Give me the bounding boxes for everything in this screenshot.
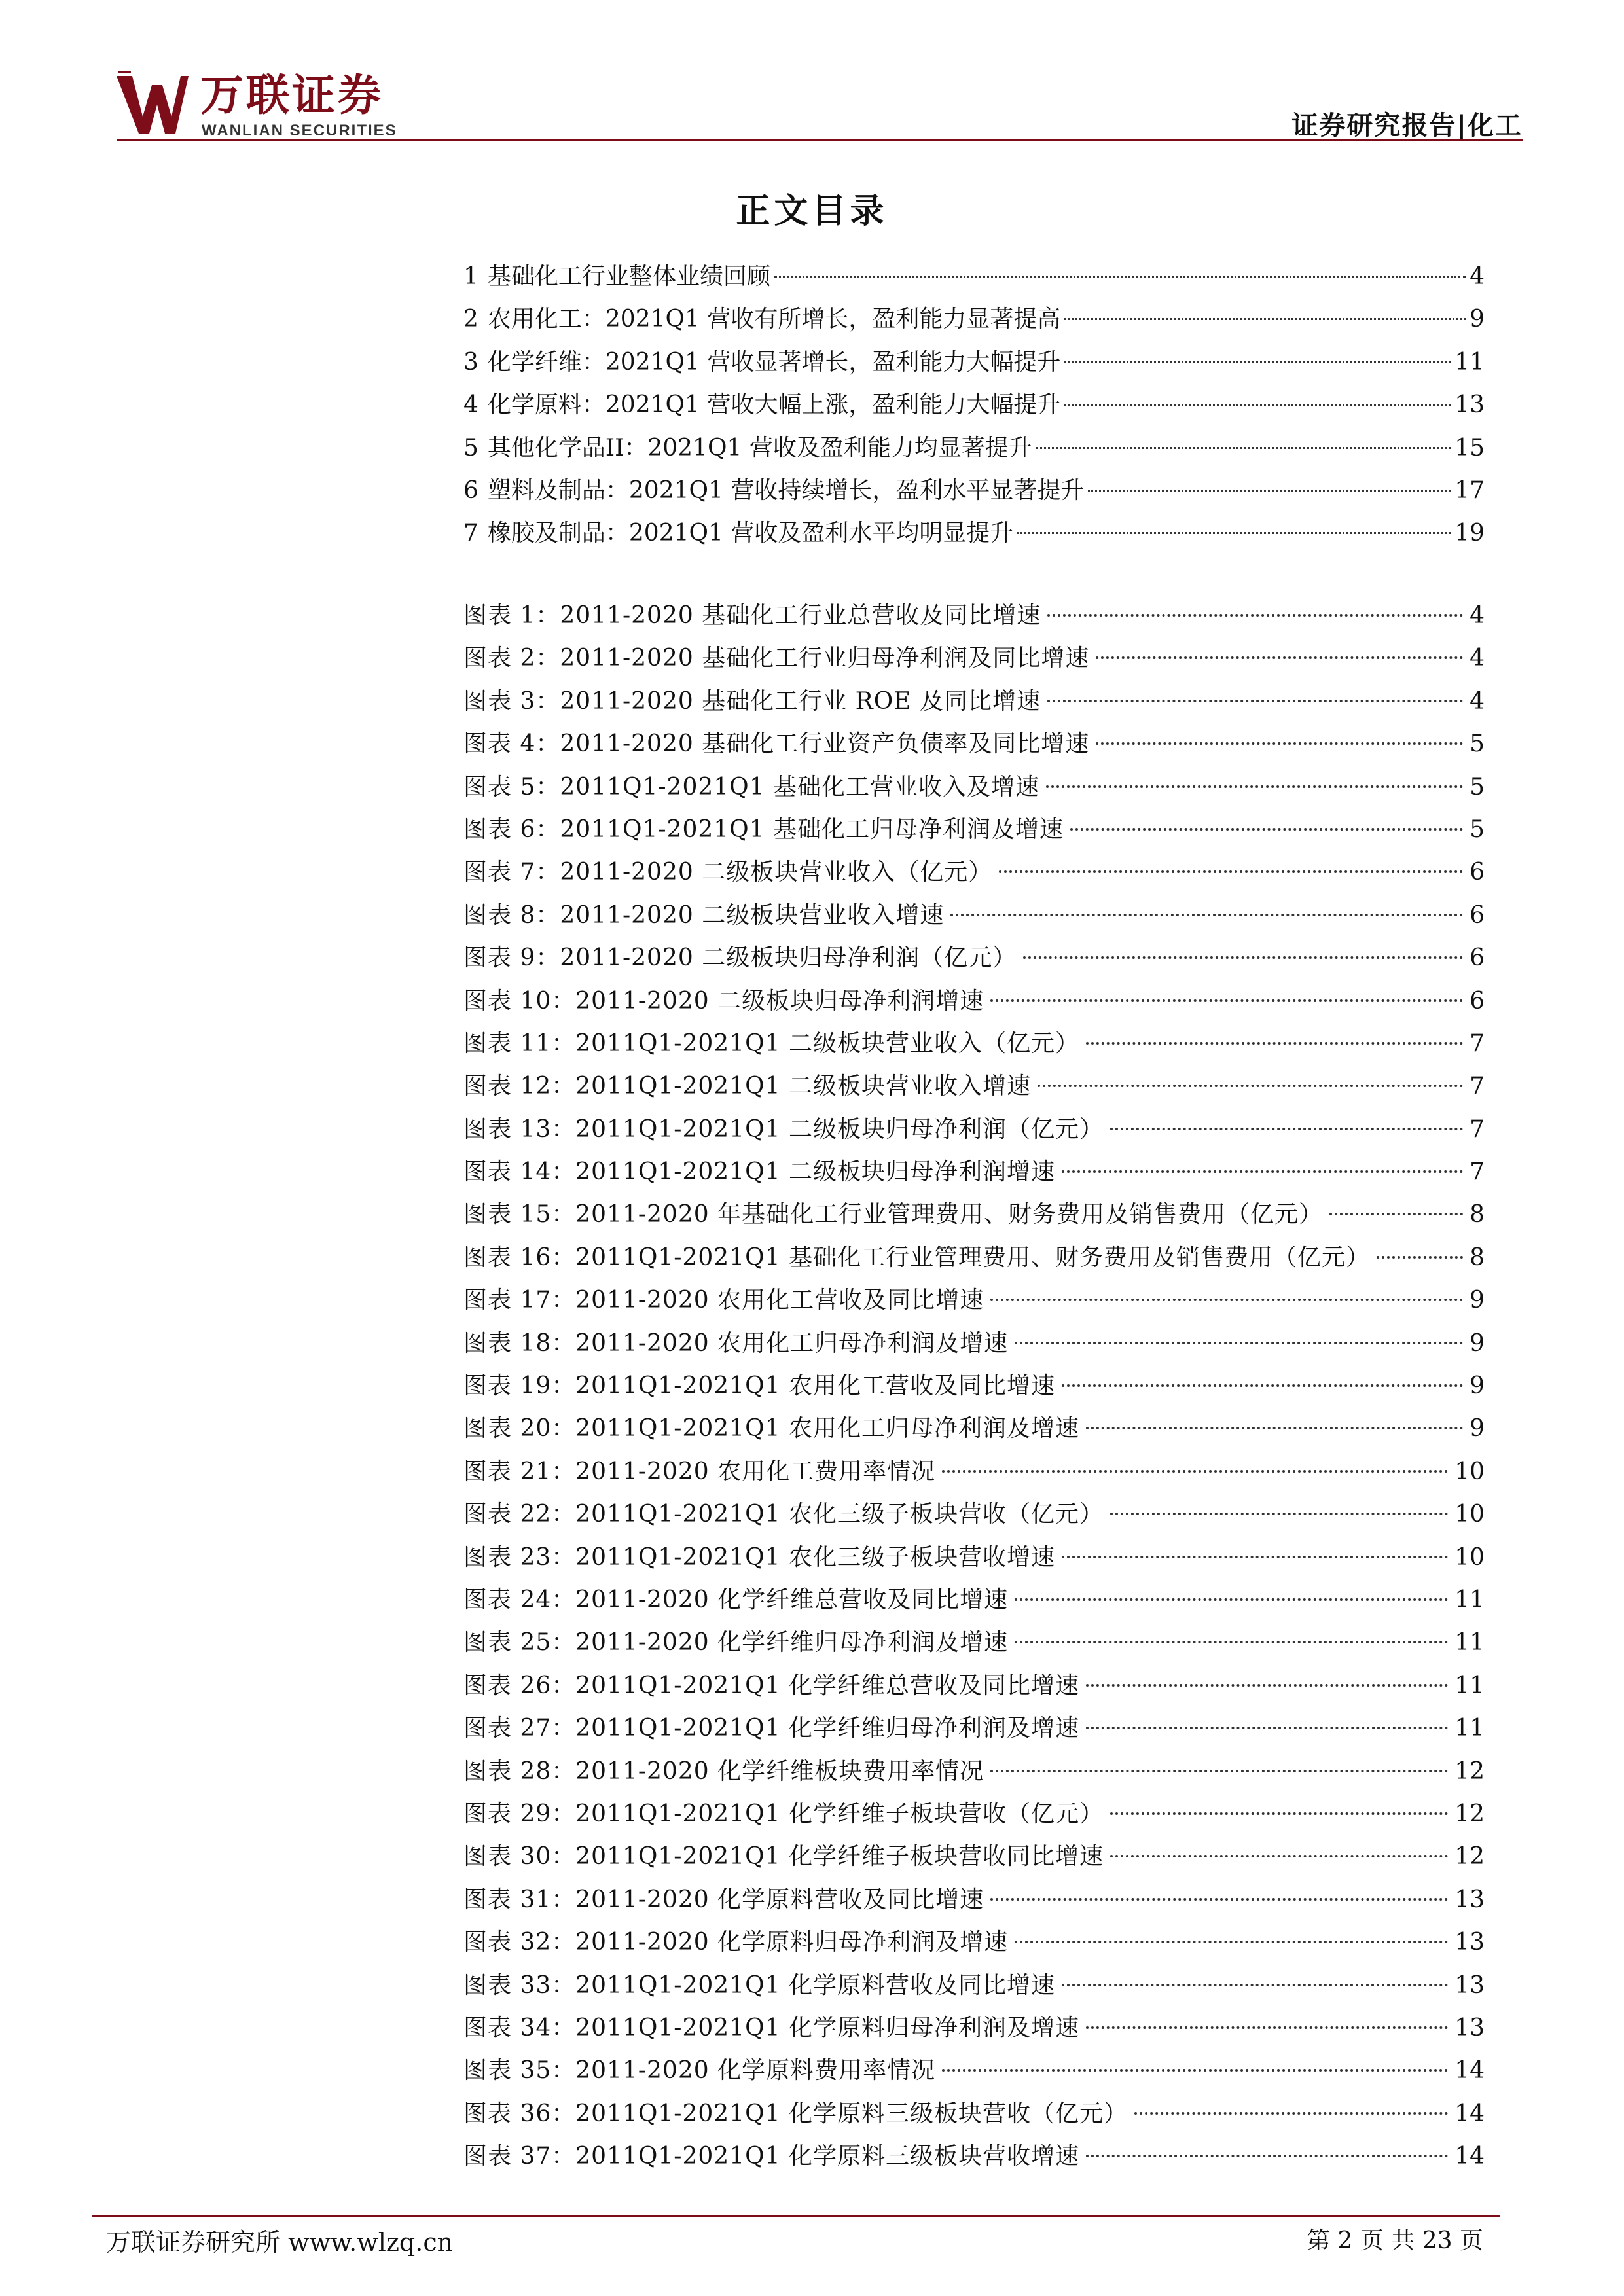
figure-entry[interactable] — [463, 680, 1485, 723]
dot-leader — [1015, 1342, 1463, 1344]
figure-entry-page: 6 — [1470, 901, 1485, 929]
figure-entry[interactable] — [463, 808, 1485, 851]
figure-entry[interactable] — [463, 1493, 1485, 1535]
dot-leader — [1110, 1812, 1448, 1815]
figure-entry-title: 2011Q1-2021Q1 化学原料归母净利润及增速 — [575, 2014, 1079, 2041]
figure-entry-page: 9 — [1470, 1372, 1485, 1400]
figure-entry-title: 2011Q1-2021Q1 化学纤维子板块营收同比增速 — [575, 1843, 1104, 1871]
figure-entry[interactable] — [463, 2135, 1485, 2178]
figure-entry-title: 2011-2020 基础化工行业归母净利润及同比增速 — [560, 645, 1090, 672]
report-type: 证券研究报告|化工 — [1291, 111, 1523, 141]
figure-entry-number: 图表 21： — [463, 1458, 576, 1485]
toc-entry-title: 塑料及制品：2021Q1 营收持续增长，盈利水平显著提升 — [487, 476, 1085, 504]
page-number: 第 2 页 共 23 页 — [1307, 2227, 1483, 2254]
toc-entry-page: 13 — [1454, 391, 1485, 419]
dot-leader — [1086, 1684, 1448, 1687]
figure-entry-title: 2011-2020 农用化工费用率情况 — [575, 1458, 936, 1485]
figure-entry-number: 图表 34： — [463, 2014, 576, 2041]
figure-entry-page: 10 — [1454, 1501, 1485, 1528]
figure-entry-number: 图表 26： — [463, 1672, 576, 1699]
dot-leader — [1134, 2112, 1448, 2115]
figure-entry-page: 10 — [1454, 1543, 1485, 1571]
figure-entry-page: 13 — [1454, 2014, 1485, 2041]
dot-leader — [1086, 2026, 1448, 2029]
header-divider — [117, 139, 1523, 141]
figure-entry[interactable] — [463, 1964, 1485, 2007]
figure-entry-number: 图表 1： — [463, 602, 560, 629]
toc-entry-page: 19 — [1454, 520, 1485, 547]
figure-entry-title: 2011Q1-2021Q1 二级板块营业收入（亿元） — [575, 1030, 1079, 1057]
figure-entry-title: 2011-2020 年基础化工行业管理费用、财务费用及销售费用（亿元） — [575, 1201, 1324, 1229]
dot-leader — [1064, 361, 1451, 363]
figure-entry[interactable] — [463, 1365, 1485, 1407]
figure-entry-number: 图表 8： — [463, 901, 560, 929]
figure-entry-page: 10 — [1454, 1458, 1485, 1485]
figure-entry[interactable] — [463, 2049, 1485, 2092]
figure-entry-page: 14 — [1454, 2100, 1485, 2127]
figure-entry-number: 图表 29： — [463, 1800, 576, 1827]
figure-entry[interactable] — [463, 1621, 1485, 1664]
figure-entry-page: 14 — [1454, 2057, 1485, 2085]
toc-entry-number: 6 — [463, 476, 478, 504]
company-logo — [117, 71, 431, 143]
figure-entry-title: 2011-2020 基础化工行业总营收及同比增速 — [560, 602, 1041, 629]
toc-entry-title: 橡胶及制品：2021Q1 营收及盈利水平均明显提升 — [487, 520, 1014, 547]
toc-entry[interactable] — [463, 255, 1485, 298]
toc-entry-title: 化学原料：2021Q1 营收大幅上涨，盈利能力大幅提升 — [487, 391, 1061, 419]
dot-leader — [1062, 1556, 1448, 1558]
figure-entry-number: 图表 12： — [463, 1073, 576, 1100]
figure-entry-number: 图表 4： — [463, 730, 560, 758]
dot-leader — [950, 914, 1463, 916]
dot-leader — [1015, 1641, 1448, 1643]
figure-entry-title: 2011-2020 基础化工行业 ROE 及同比增速 — [560, 687, 1041, 715]
figure-entry-number: 图表 23： — [463, 1543, 576, 1571]
dot-leader — [999, 870, 1463, 873]
figure-entry-title: 2011-2020 化学原料营收及同比增速 — [575, 1886, 984, 1913]
toc-entry[interactable] — [463, 298, 1485, 340]
toc-entry-number: 2 — [463, 306, 478, 333]
figure-entry-title: 2011Q1-2021Q1 二级板块营业收入增速 — [575, 1073, 1031, 1100]
figure-entry-title: 2011Q1-2021Q1 农用化工营收及同比增速 — [575, 1372, 1055, 1400]
figure-entry-number: 图表 6： — [463, 816, 560, 843]
figure-entry-number: 图表 20： — [463, 1415, 576, 1443]
toc-entry-title: 农用化工：2021Q1 营收有所增长，盈利能力显著提高 — [487, 306, 1061, 333]
figure-entry[interactable] — [463, 1236, 1485, 1279]
figure-entry-title: 2011-2020 二级板块营业收入（亿元） — [560, 859, 993, 886]
footer-divider — [92, 2215, 1500, 2217]
figure-entry[interactable] — [463, 723, 1485, 765]
dot-leader — [1086, 1042, 1463, 1045]
figure-entry-page: 4 — [1470, 687, 1485, 715]
dot-leader — [1064, 318, 1466, 320]
figure-entry-page: 8 — [1470, 1244, 1485, 1271]
figure-entry-number: 图表 22： — [463, 1501, 576, 1528]
toc-entry-number: 5 — [463, 434, 478, 461]
dot-leader — [942, 1470, 1448, 1473]
dot-leader — [1036, 447, 1451, 449]
figure-entry-page: 13 — [1454, 1971, 1485, 1999]
figure-entry-title: 2011Q1-2021Q1 农用化工归母净利润及增速 — [575, 1415, 1079, 1443]
logo-text-en: WANLIAN SECURITIES — [202, 122, 397, 139]
dot-leader — [990, 1770, 1448, 1772]
figure-entry-title: 2011-2020 二级板块营业收入增速 — [560, 901, 945, 929]
figure-entry-title: 2011Q1-2021Q1 基础化工营业收入及增速 — [560, 773, 1040, 800]
toc-entry[interactable] — [463, 341, 1485, 384]
figure-entry[interactable] — [463, 1022, 1485, 1065]
figure-entry-title: 2011-2020 农用化工归母净利润及增速 — [575, 1329, 1009, 1357]
figure-entry-number: 图表 32： — [463, 1929, 576, 1956]
toc-entry-page: 9 — [1470, 306, 1485, 333]
figure-entry-title: 2011Q1-2021Q1 二级板块归母净利润（亿元） — [575, 1115, 1104, 1143]
dot-leader — [1015, 1598, 1448, 1601]
figure-entry-title: 2011Q1-2021Q1 化学纤维子板块营收（亿元） — [575, 1800, 1104, 1827]
dot-leader — [1110, 1128, 1463, 1130]
dot-leader — [990, 1299, 1463, 1301]
figure-entry-number: 图表 2： — [463, 645, 560, 672]
figure-entry-page: 11 — [1454, 1672, 1485, 1699]
dot-leader — [1110, 1855, 1448, 1857]
dot-leader — [1046, 785, 1463, 788]
dot-leader — [1377, 1256, 1463, 1259]
figure-entry[interactable] — [463, 851, 1485, 893]
figure-entry[interactable] — [463, 1450, 1485, 1493]
figure-entry-number: 图表 19： — [463, 1372, 576, 1400]
figure-entry[interactable] — [463, 1707, 1485, 1749]
figure-entry-number: 图表 27： — [463, 1715, 576, 1742]
figure-entry-number: 图表 10： — [463, 987, 576, 1014]
toc-entry-page: 17 — [1454, 476, 1485, 504]
figure-entry-page: 7 — [1470, 1158, 1485, 1186]
dot-leader — [1086, 2155, 1448, 2157]
figure-entry[interactable] — [463, 2092, 1485, 2135]
figure-entry-page: 7 — [1470, 1073, 1485, 1100]
dot-leader — [1096, 656, 1463, 659]
figure-entry-page: 4 — [1470, 645, 1485, 672]
figure-entry-title: 2011-2020 二级板块归母净利润增速 — [575, 987, 984, 1014]
figure-entry[interactable] — [463, 1664, 1485, 1707]
figure-entry-title: 2011-2020 化学纤维总营收及同比增速 — [575, 1586, 1009, 1613]
figure-entry-number: 图表 13： — [463, 1115, 576, 1143]
toc-entry-number: 4 — [463, 391, 478, 419]
dot-leader — [1086, 1427, 1463, 1429]
figure-entry[interactable] — [463, 1108, 1485, 1151]
figure-entry[interactable] — [463, 937, 1485, 979]
figure-entry-title: 2011-2020 二级板块归母净利润（亿元） — [560, 944, 1017, 972]
dot-leader — [1038, 1085, 1463, 1087]
dot-leader — [1047, 614, 1463, 617]
figure-entry-title: 2011Q1-2021Q1 化学纤维归母净利润及增速 — [575, 1715, 1079, 1742]
figure-entry-title: 2011Q1-2021Q1 基础化工行业管理费用、财务费用及销售费用（亿元） — [575, 1244, 1370, 1271]
figure-list — [463, 594, 1485, 2178]
figure-entry-title: 2011Q1-2021Q1 基础化工归母净利润及增速 — [560, 816, 1064, 843]
figure-entry-page: 12 — [1454, 1757, 1485, 1785]
figure-entry-number: 图表 3： — [463, 687, 560, 715]
figure-entry[interactable] — [463, 1065, 1485, 1107]
figure-entry-number: 图表 25： — [463, 1629, 576, 1657]
figure-entry-title: 2011Q1-2021Q1 化学纤维总营收及同比增速 — [575, 1672, 1079, 1699]
figure-entry-number: 图表 28： — [463, 1757, 576, 1785]
figure-entry-number: 图表 35： — [463, 2057, 576, 2085]
toc-entry[interactable] — [463, 512, 1485, 554]
dot-leader — [1015, 1941, 1448, 1943]
dot-leader — [1047, 700, 1463, 702]
figure-entry[interactable] — [463, 1536, 1485, 1579]
dot-leader — [774, 276, 1466, 278]
dot-leader — [1062, 1384, 1463, 1387]
toc-entry[interactable] — [463, 469, 1485, 512]
dot-leader — [990, 1898, 1448, 1901]
dot-leader — [1096, 742, 1463, 745]
dot-leader — [1062, 1984, 1448, 1986]
logo-text-cn: 万联证券 — [200, 70, 384, 120]
figure-entry[interactable] — [463, 594, 1485, 637]
figure-entry-page: 9 — [1470, 1415, 1485, 1443]
figure-entry-page: 14 — [1454, 2143, 1485, 2170]
figure-entry[interactable] — [463, 766, 1485, 808]
figure-entry-number: 图表 33： — [463, 1971, 576, 1999]
table-of-contents — [463, 255, 1485, 555]
figure-entry-title: 2011Q1-2021Q1 农化三级子板块营收增速 — [575, 1543, 1055, 1571]
toc-entry-title: 基础化工行业整体业绩回顾 — [487, 263, 770, 290]
dot-leader — [1110, 1513, 1448, 1515]
figure-entry-title: 2011Q1-2021Q1 化学原料三级板块营收（亿元） — [575, 2100, 1128, 2127]
figure-entry-number: 图表 16： — [463, 1244, 576, 1271]
dot-leader — [1017, 532, 1451, 534]
figure-entry[interactable] — [463, 1151, 1485, 1193]
toc-entry-page: 4 — [1470, 263, 1485, 290]
toc-entry-title: 化学纤维：2021Q1 营收显著增长，盈利能力大幅提升 — [487, 348, 1061, 376]
wanlian-logo-icon — [117, 71, 189, 136]
figure-entry[interactable] — [463, 1793, 1485, 1835]
toc-entry-page: 15 — [1454, 434, 1485, 461]
figure-entry-page: 12 — [1454, 1800, 1485, 1827]
figure-entry-page: 5 — [1470, 773, 1485, 800]
figure-entry-number: 图表 11： — [463, 1030, 576, 1057]
figure-entry-page: 6 — [1470, 859, 1485, 886]
figure-entry-page: 11 — [1454, 1629, 1485, 1657]
figure-entry-number: 图表 37： — [463, 2143, 576, 2170]
figure-entry-page: 4 — [1470, 602, 1485, 629]
figure-entry-number: 图表 31： — [463, 1886, 576, 1913]
toc-entry-page: 11 — [1454, 348, 1485, 376]
dot-leader — [1064, 404, 1451, 406]
figure-entry-page: 8 — [1470, 1201, 1485, 1229]
figure-entry-title: 2011Q1-2021Q1 二级板块归母净利润增速 — [575, 1158, 1055, 1186]
toc-entry[interactable] — [463, 427, 1485, 469]
dot-leader — [990, 999, 1463, 1002]
figure-entry-number: 图表 30： — [463, 1843, 576, 1871]
figure-entry[interactable] — [463, 1750, 1485, 1793]
figure-entry-title: 2011-2020 化学纤维板块费用率情况 — [575, 1757, 984, 1785]
figure-entry-title: 2011-2020 基础化工行业资产负债率及同比增速 — [560, 730, 1090, 758]
figure-entry-page: 6 — [1470, 987, 1485, 1014]
figure-entry-title: 2011-2020 化学原料归母净利润及增速 — [575, 1929, 1009, 1956]
figure-entry[interactable] — [463, 980, 1485, 1022]
toc-entry-number: 7 — [463, 520, 478, 547]
toc-entry[interactable] — [463, 384, 1485, 426]
figure-entry[interactable] — [463, 2007, 1485, 2049]
toc-entry-title: 其他化学品II：2021Q1 营收及盈利能力均显著提升 — [487, 434, 1032, 461]
figure-entry[interactable] — [463, 1878, 1485, 1921]
footer-source: 万联证券研究所 www.wlzq.cn — [106, 2228, 454, 2257]
figure-entry-number: 图表 36： — [463, 2100, 576, 2127]
figure-entry[interactable] — [463, 1407, 1485, 1450]
figure-entry-number: 图表 17： — [463, 1287, 576, 1314]
dot-leader — [1088, 490, 1451, 492]
figure-entry-title: 2011Q1-2021Q1 化学原料三级板块营收增速 — [575, 2143, 1079, 2170]
figure-entry-page: 6 — [1470, 944, 1485, 972]
figure-entry[interactable] — [463, 1835, 1485, 1878]
page-title: 正文目录 — [736, 192, 888, 231]
toc-entry-number: 3 — [463, 348, 478, 376]
figure-entry[interactable] — [463, 1279, 1485, 1321]
figure-entry[interactable] — [463, 1193, 1485, 1236]
figure-entry-page: 5 — [1470, 816, 1485, 843]
figure-entry-number: 图表 15： — [463, 1201, 576, 1229]
dot-leader — [942, 2069, 1448, 2072]
figure-entry-page: 9 — [1470, 1329, 1485, 1357]
figure-entry-page: 13 — [1454, 1886, 1485, 1913]
figure-entry[interactable] — [463, 894, 1485, 937]
figure-entry[interactable] — [463, 1579, 1485, 1621]
figure-entry-title: 2011-2020 化学原料费用率情况 — [575, 2057, 936, 2085]
figure-entry-title: 2011Q1-2021Q1 农化三级子板块营收（亿元） — [575, 1501, 1104, 1528]
figure-entry-page: 12 — [1454, 1843, 1485, 1871]
figure-entry-page: 7 — [1470, 1115, 1485, 1143]
figure-entry-number: 图表 5： — [463, 773, 560, 800]
figure-entry-number: 图表 9： — [463, 944, 560, 972]
figure-entry[interactable] — [463, 1322, 1485, 1365]
figure-entry[interactable] — [463, 1921, 1485, 1964]
figure-entry-page: 13 — [1454, 1929, 1485, 1956]
figure-entry-number: 图表 24： — [463, 1586, 576, 1613]
figure-entry-number: 图表 14： — [463, 1158, 576, 1186]
figure-entry-number: 图表 7： — [463, 859, 560, 886]
figure-entry-title: 2011-2020 农用化工营收及同比增速 — [575, 1287, 984, 1314]
figure-entry-title: 2011-2020 化学纤维归母净利润及增速 — [575, 1629, 1009, 1657]
dot-leader — [1023, 956, 1463, 959]
dot-leader — [1062, 1170, 1463, 1173]
dot-leader — [1086, 1727, 1448, 1729]
figure-entry-page: 11 — [1454, 1715, 1485, 1742]
figure-entry[interactable] — [463, 637, 1485, 679]
figure-entry-number: 图表 18： — [463, 1329, 576, 1357]
figure-entry-page: 11 — [1454, 1586, 1485, 1613]
figure-entry-page: 5 — [1470, 730, 1485, 758]
dot-leader — [1070, 828, 1463, 831]
figure-entry-page: 7 — [1470, 1030, 1485, 1057]
toc-entry-number: 1 — [463, 263, 478, 290]
dot-leader — [1329, 1213, 1463, 1215]
figure-entry-title: 2011Q1-2021Q1 化学原料营收及同比增速 — [575, 1971, 1055, 1999]
figure-entry-page: 9 — [1470, 1287, 1485, 1314]
